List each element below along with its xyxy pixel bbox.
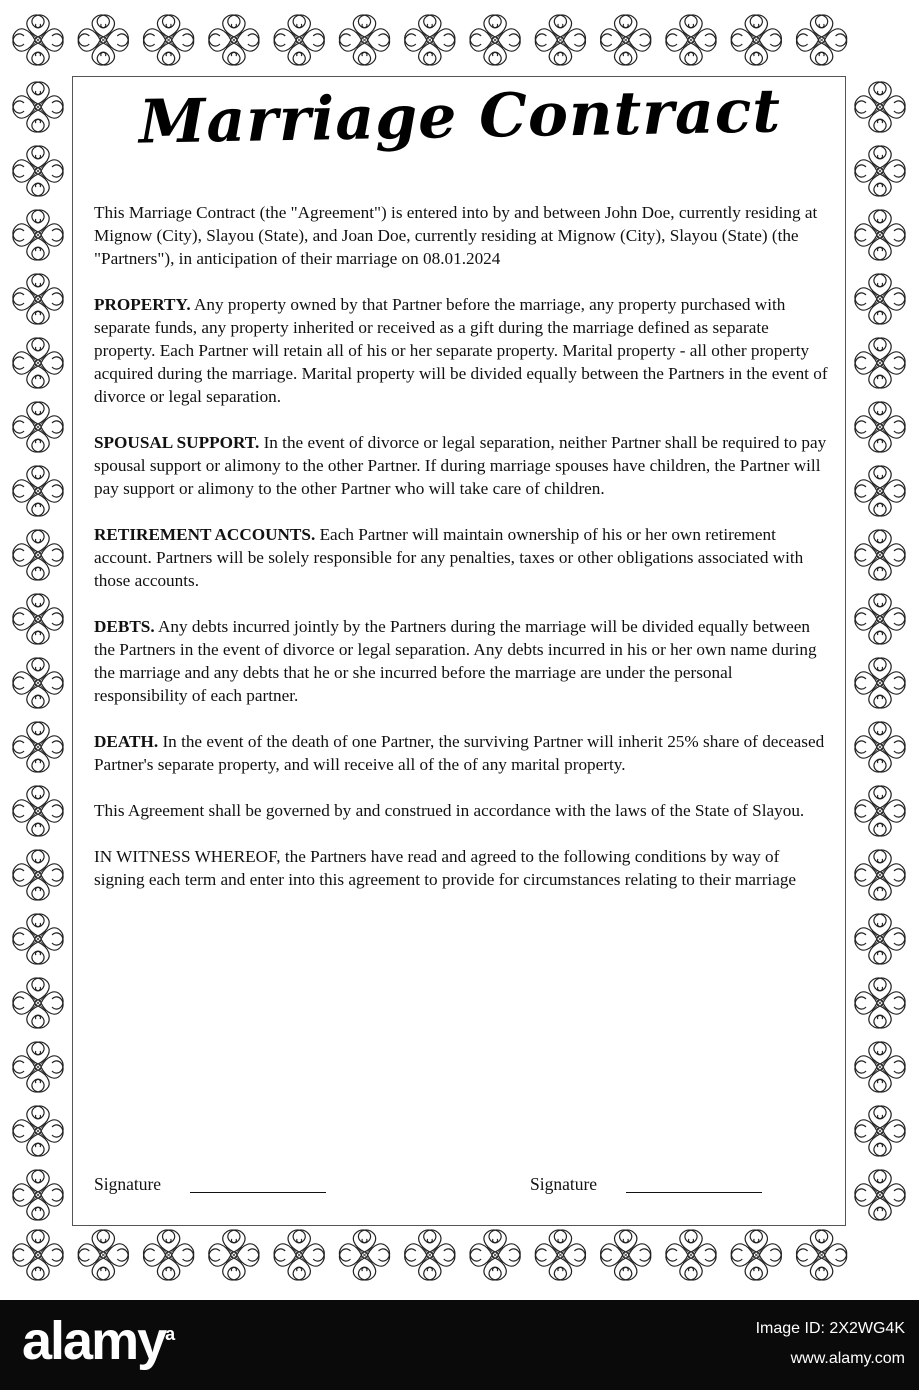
section-heading: DEBTS. [94,617,155,636]
ornament-icon [13,402,63,452]
contract-body [94,201,828,914]
ornament-icon [13,594,63,644]
ornament-icon [855,594,905,644]
ornament-icon [855,1042,905,1092]
ornament-icon [470,15,520,65]
ornament-icon [13,82,63,132]
ornament-icon [855,786,905,836]
ornament-icon [13,1042,63,1092]
ornament-icon [13,914,63,964]
section-heading: SPOUSAL SUPPORT. [94,433,260,452]
ornament-icon [13,466,63,516]
ornament-row-top [13,15,847,65]
ornament-icon [13,274,63,324]
ornament-icon [855,914,905,964]
ornament-icon [470,1230,520,1280]
section-heading: DEATH. [94,732,159,751]
ornament-icon [855,978,905,1028]
section-text: Each Partner will maintain ownership of his or her own retirement account. Partners will be solely responsible for any penalties, taxes or other obligations associated with those accounts. [94,525,804,590]
section-retirement-accounts [94,523,828,592]
ornament-icon [855,210,905,260]
brand-text: alamy [22,1311,166,1371]
signature-right-label: Signature [530,1174,598,1194]
section-debts [94,615,828,707]
ornament-icon [13,210,63,260]
ornament-icon [78,15,128,65]
ornament-icon [855,402,905,452]
ornament-icon [13,338,63,388]
ornament-icon [144,15,194,65]
ornament-icon [339,1230,389,1280]
section-text: Any debts incurred jointly by the Partners during the marriage will be divided equally between the Partners in the event of divorce or legal separation. Any debts incurred in his or her own name during the marriage and any debts that he or she incurred before the marriage are under the personal responsibility of each partner. [94,617,817,705]
ornament-icon [855,338,905,388]
ornament-icon [855,850,905,900]
ornament-icon [731,1230,781,1280]
ornament-icon [535,15,585,65]
governing-law-paragraph: This Agreement shall be governed by and construed in accordance with the laws of the State of Slayou. [94,801,805,820]
section-heading: RETIREMENT ACCOUNTS. [94,525,316,544]
ornament-icon [535,1230,585,1280]
witness-paragraph: IN WITNESS WHEREOF, the Partners have read and agreed to the following conditions by way of signing each term and enter into this agreement to provide for circumstances relating to their marriage [94,847,797,889]
ornament-row-bottom [13,1230,847,1280]
ornament-icon [405,1230,455,1280]
ornament-icon [13,722,63,772]
ornament-icon [13,658,63,708]
ornament-icon [78,1230,128,1280]
section-text: In the event of divorce or legal separation, neither Partner shall be required to pay spousal support or alimony to the other Partner. If during marriage spouses have children, the Partner will pay support or alimony to the other Partner who will take care of children. [94,433,827,498]
ornament-icon [855,274,905,324]
signature-left-line[interactable] [190,1192,326,1193]
brand-mark: a [165,1324,176,1344]
ornament-icon [13,146,63,196]
section-spousal-support [94,431,828,500]
ornament-icon [601,1230,651,1280]
site-url-text: www.alamy.com [790,1350,905,1367]
section-heading: PROPERTY. [94,295,191,314]
ornament-icon [405,15,455,65]
ornament-icon [209,1230,259,1280]
ornament-icon [731,15,781,65]
ornament-icon [13,15,63,65]
ornament-icon [666,1230,716,1280]
section-property [94,293,828,408]
ornament-icon [13,850,63,900]
ornament-icon [274,1230,324,1280]
ornament-column-left [13,82,63,1220]
ornament-icon [855,82,905,132]
signature-left-label: Signature [94,1174,162,1194]
section-text: Any property owned by that Partner before the marriage, any property purchased with separate funds, any property inherited or received as a gift during the marriage defined as separate property. Each Partner will retain all of his or her separate property. Marital property - all other property acquired during the marriage. Marital property will be divided equally between the Partners in the event of divorce or legal separation. [94,295,828,406]
ornament-icon [855,658,905,708]
ornament-icon [13,786,63,836]
ornament-icon [797,15,847,65]
ornament-icon [13,1106,63,1156]
image-id-text: Image ID: 2X2WG4K [755,1320,905,1337]
intro-paragraph: This Marriage Contract (the "Agreement") is entered into by and between John Doe, currently residing at Mignow (City), Slayou (State), and Joan Doe, currently residing at Mignow (City), Slayou (State) (the "Partners"), in anticipation of their marriage on 08.01.2024 [94,203,818,268]
ornament-icon [855,146,905,196]
ornament-icon [144,1230,194,1280]
ornament-icon [209,15,259,65]
ornament-icon [274,15,324,65]
ornament-icon [855,1106,905,1156]
ornament-icon [797,1230,847,1280]
ornament-icon [13,978,63,1028]
signature-right-line[interactable] [626,1192,762,1193]
ornament-icon [855,466,905,516]
ornament-icon [13,1230,63,1280]
ornament-icon [855,1170,905,1220]
ornament-icon [855,722,905,772]
section-text: In the event of the death of one Partner, the surviving Partner will inherit 25% share of deceased Partner's separate property, and will receive all of the of any marital property. [94,732,825,774]
ornament-icon [601,15,651,65]
ornament-icon [339,15,389,65]
ornament-icon [855,530,905,580]
watermark-logo [22,1310,175,1372]
ornament-icon [666,15,716,65]
ornament-column-right [855,82,905,1220]
ornament-icon [13,1170,63,1220]
section-death [94,730,828,776]
page-title: Marriage Contract [138,76,782,158]
ornament-icon [13,530,63,580]
